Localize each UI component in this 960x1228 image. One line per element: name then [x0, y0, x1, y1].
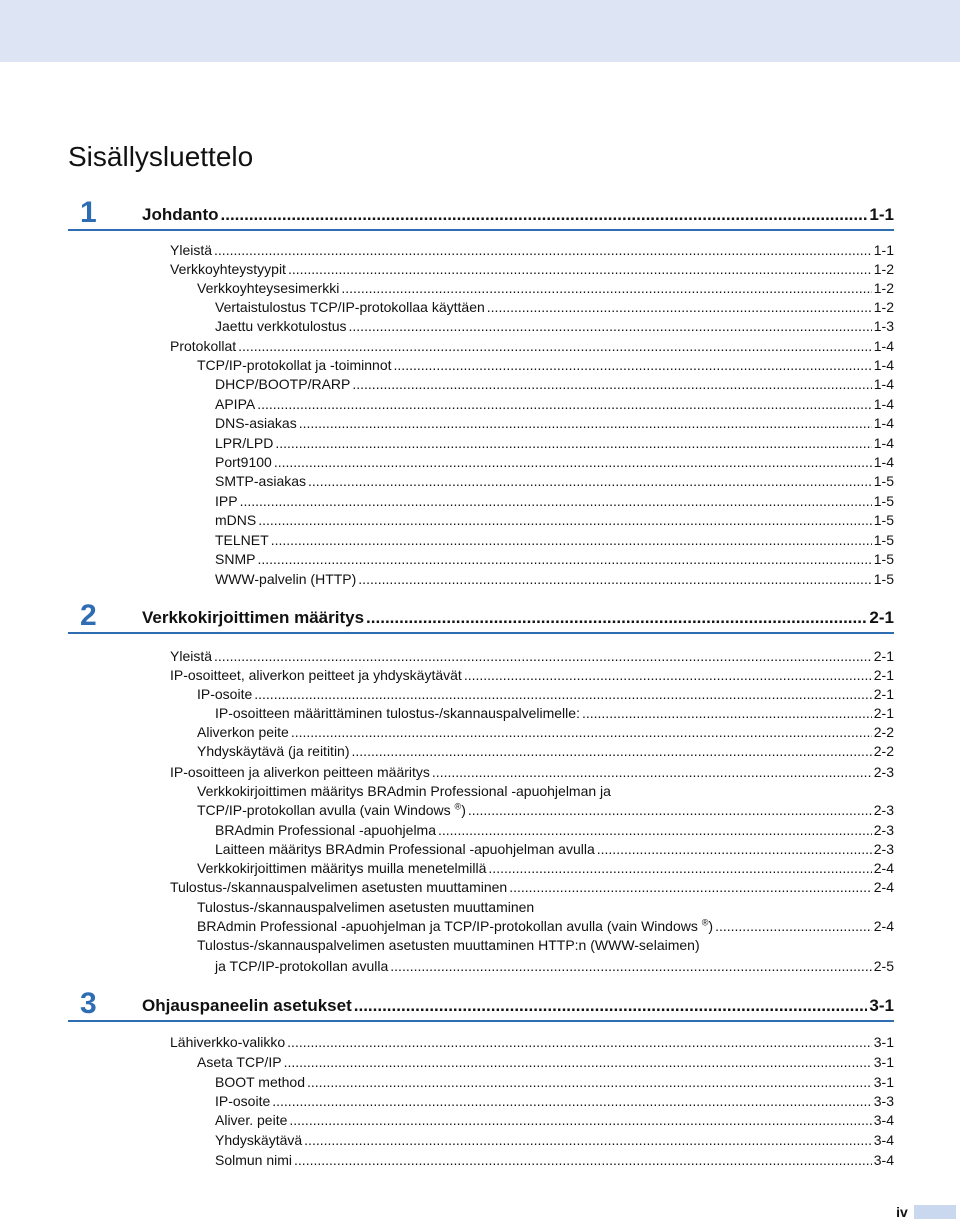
entry-text	[197, 916, 713, 936]
entry-page: 2-3	[873, 822, 894, 838]
dot-leader	[582, 703, 872, 723]
toc-entry[interactable]	[170, 665, 894, 685]
entry-text: WWW-palvelin (HTTP)	[215, 571, 357, 587]
toc-entry[interactable]	[170, 877, 894, 897]
dot-leader	[240, 491, 872, 511]
dot-leader	[352, 741, 872, 761]
chapter-number: 3	[80, 987, 97, 1020]
chapter-heading-2[interactable]	[68, 599, 894, 634]
entry-page: 2-4	[873, 918, 894, 934]
entry-page: 2-1	[873, 648, 894, 664]
toc-entry[interactable]	[215, 956, 894, 976]
toc-entry[interactable]	[215, 452, 894, 472]
chapter-page: 3-1	[869, 996, 894, 1015]
entry-text: IP-osoitteen määrittäminen tulostus-/skannauspalvelimelle:	[215, 705, 580, 721]
toc-entry[interactable]	[215, 316, 894, 336]
entry-text: Yleistä	[170, 242, 213, 258]
entry-text: Protokollat	[170, 338, 237, 354]
dot-leader	[488, 858, 871, 878]
dot-leader	[509, 877, 872, 897]
dot-leader	[597, 839, 872, 859]
toc-entry[interactable]	[170, 259, 894, 279]
entry-page: 1-5	[873, 473, 894, 489]
dot-leader	[258, 510, 872, 530]
toc-entry[interactable]	[215, 569, 894, 589]
entry-page: 2-5	[873, 958, 894, 974]
toc-entry[interactable]	[197, 916, 894, 936]
toc-entry[interactable]	[215, 1130, 894, 1150]
toc-entry[interactable]	[215, 510, 894, 530]
toc-entry[interactable]	[170, 646, 894, 666]
dot-leader	[254, 684, 872, 704]
chapter-rule	[68, 1020, 894, 1022]
entry-page: 1-4	[873, 454, 894, 470]
entry-page: 2-1	[873, 705, 894, 721]
dot-leader	[354, 996, 868, 1016]
dot-leader	[304, 1130, 872, 1150]
dot-leader	[288, 259, 872, 279]
chapter-rule	[68, 632, 894, 634]
toc-entry[interactable]	[197, 684, 894, 704]
entry-page: 2-3	[873, 764, 894, 780]
entry-text: TCP/IP-protokollat ja -toiminnot	[197, 357, 392, 373]
entry-page: 3-4	[873, 1112, 894, 1128]
toc-entry[interactable]	[215, 413, 894, 433]
toc-entry[interactable]	[197, 722, 894, 742]
dot-leader	[214, 646, 872, 666]
toc-entry[interactable]	[215, 820, 894, 840]
toc-entry-continued[interactable]: Tulostus-/skannauspalvelimen asetusten muuttaminen	[197, 899, 535, 915]
toc-entry[interactable]	[197, 355, 894, 375]
closing-paren: )	[461, 802, 466, 818]
entry-text: SNMP	[215, 551, 256, 567]
dot-leader	[432, 762, 872, 782]
chapter-title: Johdanto	[142, 205, 219, 224]
entry-page: 1-1	[873, 242, 894, 258]
toc-entry[interactable]	[215, 394, 894, 414]
chapter-heading-1[interactable]	[68, 196, 894, 231]
dot-leader	[238, 336, 872, 356]
entry-page: 2-2	[873, 724, 894, 740]
dot-leader	[390, 956, 871, 976]
entry-page: 1-4	[873, 357, 894, 373]
chapter-number: 2	[80, 599, 97, 632]
registered-mark: ®	[454, 801, 462, 812]
dot-leader	[487, 297, 872, 317]
entry-page: 1-4	[873, 435, 894, 451]
toc-entry[interactable]	[215, 1072, 894, 1092]
entry-page: 1-4	[873, 338, 894, 354]
entry-page: 3-3	[873, 1093, 894, 1109]
entry-text: BRAdmin Professional -apuohjelma	[215, 822, 436, 838]
entry-page: 3-1	[873, 1054, 894, 1070]
dot-leader	[274, 452, 872, 472]
entry-page: 1-5	[873, 512, 894, 528]
registered-mark: ®	[701, 917, 709, 928]
entry-text: SMTP-asiakas	[215, 473, 307, 489]
toc-entry[interactable]	[197, 278, 894, 298]
entry-text: Lähiverkko-valikko	[170, 1034, 286, 1050]
footer-page-number: iv	[896, 1204, 908, 1220]
entry-text-part: BRAdmin Professional -apuohjelman ja TCP/IP-protokollan avulla (vain Windows	[197, 918, 698, 934]
toc-entry[interactable]	[170, 240, 894, 260]
dot-leader	[214, 240, 872, 260]
toc-entry[interactable]	[215, 1091, 894, 1111]
entry-text: IPP	[215, 493, 238, 509]
dot-leader	[308, 471, 872, 491]
entry-text: mDNS	[215, 512, 257, 528]
chapter-number: 1	[80, 196, 97, 229]
entry-text: Jaettu verkkotulostus	[215, 318, 347, 334]
entry-page: 2-4	[873, 860, 894, 876]
chapter-page: 2-1	[869, 608, 894, 627]
entry-text: Yhdyskäytävä (ja reititin)	[197, 743, 350, 759]
entry-text: Verkkoyhteystyypit	[170, 261, 286, 277]
entry-text: ja TCP/IP-protokollan avulla	[215, 958, 389, 974]
entry-text: Aseta TCP/IP	[197, 1054, 282, 1070]
chapter-title: Ohjauspaneelin asetukset	[142, 996, 352, 1015]
entry-text: BOOT method	[215, 1074, 306, 1090]
dot-leader	[394, 355, 872, 375]
toc-entry[interactable]	[197, 741, 894, 761]
entry-page: 2-1	[873, 667, 894, 683]
toc-entry[interactable]	[215, 297, 894, 317]
toc-entry[interactable]	[215, 703, 894, 723]
entry-text: DNS-asiakas	[215, 415, 297, 431]
entry-page: 1-2	[873, 299, 894, 315]
toc-entry[interactable]	[215, 549, 894, 569]
entry-text: Laitteen määritys BRAdmin Professional -apuohjelman avulla	[215, 841, 595, 857]
page-title: Sisällysluettelo	[68, 141, 254, 172]
entry-page: 3-4	[873, 1152, 894, 1168]
dot-leader	[289, 1110, 871, 1130]
entry-text: IP-osoitteet, aliverkon peitteet ja yhdyskäytävät	[170, 667, 462, 683]
entry-text: IP-osoite	[197, 686, 253, 702]
entry-text-part: TCP/IP-protokollan avulla (vain Windows	[197, 802, 451, 818]
dot-leader	[287, 1032, 872, 1052]
dot-leader	[257, 549, 871, 569]
entry-page: 2-1	[873, 686, 894, 702]
entry-text: Tulostus-/skannauspalvelimen asetusten muuttaminen	[170, 879, 508, 895]
entry-text: IP-osoitteen ja aliverkon peitteen määritys	[170, 764, 430, 780]
entry-page: 2-3	[873, 802, 894, 818]
entry-text	[197, 800, 466, 820]
entry-page: 1-2	[873, 261, 894, 277]
toc-entry[interactable]	[215, 530, 894, 550]
footer-page-badge	[890, 1202, 960, 1222]
dot-leader	[366, 608, 867, 628]
dot-leader	[307, 1072, 872, 1092]
closing-paren: )	[708, 918, 714, 934]
entry-text: Verkkoyhteysesimerkki	[197, 280, 340, 296]
dot-leader	[352, 374, 871, 394]
entry-page: 1-2	[873, 280, 894, 296]
dot-leader	[438, 820, 872, 840]
toc-entry[interactable]	[215, 839, 894, 859]
entry-page: 2-3	[873, 841, 894, 857]
header-band	[0, 0, 960, 62]
dot-leader	[299, 413, 872, 433]
dot-leader	[294, 1150, 872, 1170]
chapter-rule	[68, 229, 894, 231]
dot-leader	[221, 205, 868, 225]
dot-leader	[464, 665, 872, 685]
entry-text: APIPA	[215, 396, 256, 412]
entry-page: 3-1	[873, 1034, 894, 1050]
dot-leader	[349, 316, 872, 336]
entry-page: 2-4	[873, 879, 894, 895]
toc-entry-continued[interactable]: Tulostus-/skannauspalvelimen asetusten muuttaminen HTTP:n (WWW-selaimen)	[197, 937, 700, 953]
entry-text: Verkkokirjoittimen määritys muilla menetelmillä	[197, 860, 487, 876]
toc-entry[interactable]	[215, 471, 894, 491]
entry-text: Solmun nimi	[215, 1152, 293, 1168]
dot-leader	[271, 530, 872, 550]
toc-entry[interactable]	[215, 1110, 894, 1130]
entry-page: 1-4	[873, 415, 894, 431]
toc-entry[interactable]	[215, 374, 894, 394]
entry-text: IP-osoite	[215, 1093, 271, 1109]
entry-page: 1-5	[873, 532, 894, 548]
entry-text: Yhdyskäytävä	[215, 1132, 303, 1148]
dot-leader	[715, 916, 872, 936]
toc-entry[interactable]	[197, 1052, 894, 1072]
chapter-title: Verkkokirjoittimen määritys	[142, 608, 365, 627]
toc-entry[interactable]	[215, 433, 894, 453]
entry-text: Aliverkon peite	[197, 724, 289, 740]
entry-page: 1-5	[873, 493, 894, 509]
entry-page: 3-1	[873, 1074, 894, 1090]
entry-page: 2-2	[873, 743, 894, 759]
entry-page: 1-3	[873, 318, 894, 334]
dot-leader	[272, 1091, 872, 1111]
dot-leader	[275, 433, 871, 453]
footer-accent-bar	[914, 1205, 956, 1219]
chapter-page: 1-1	[869, 205, 894, 224]
entry-text: Vertaistulostus TCP/IP-protokollaa käyttäen	[215, 299, 485, 315]
toc-entry[interactable]	[215, 1150, 894, 1170]
toc-entry[interactable]	[170, 762, 894, 782]
entry-page: 1-5	[873, 571, 894, 587]
toc-entry[interactable]	[197, 858, 894, 878]
toc-entry[interactable]	[170, 1032, 894, 1052]
dot-leader	[358, 569, 871, 589]
entry-text: TELNET	[215, 532, 269, 548]
dot-leader	[257, 394, 872, 414]
entry-page: 1-4	[873, 396, 894, 412]
dot-leader	[468, 800, 872, 820]
entry-text: Yleistä	[170, 648, 213, 664]
chapter-heading-3[interactable]	[68, 987, 894, 1022]
entry-text: DHCP/BOOTP/RARP	[215, 376, 351, 392]
dot-leader	[341, 278, 871, 298]
toc-entry-continued[interactable]: Verkkokirjoittimen määritys BRAdmin Professional -apuohjelman ja	[197, 783, 611, 799]
entry-page: 3-4	[873, 1132, 894, 1148]
dot-leader	[284, 1052, 872, 1072]
entry-page: 1-5	[873, 551, 894, 567]
toc-entry[interactable]	[215, 491, 894, 511]
toc-entry[interactable]	[170, 336, 894, 356]
dot-leader	[291, 722, 872, 742]
entry-text: LPR/LPD	[215, 435, 274, 451]
toc-entry[interactable]	[197, 800, 894, 820]
entry-text: Aliver. peite	[215, 1112, 288, 1128]
entry-page: 1-4	[873, 376, 894, 392]
entry-text: Port9100	[215, 454, 272, 470]
